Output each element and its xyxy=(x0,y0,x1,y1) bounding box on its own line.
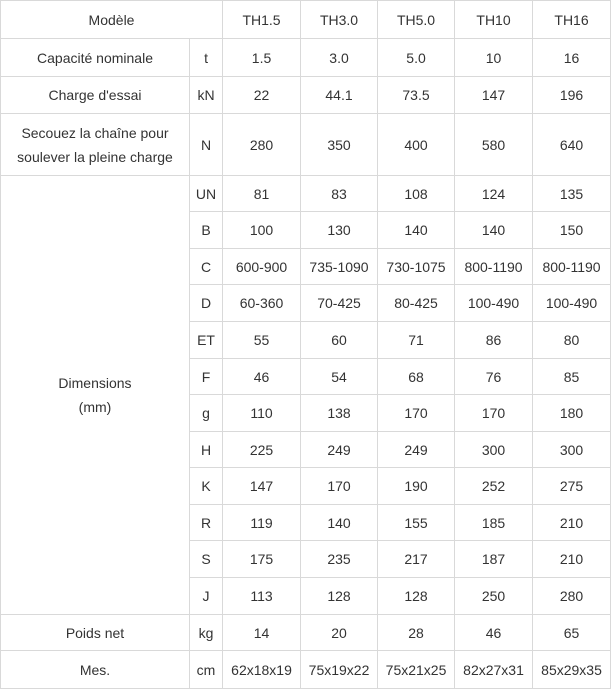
model-name: TH16 xyxy=(533,1,611,39)
dimension-key: g xyxy=(190,395,223,432)
model-name: TH1.5 xyxy=(223,1,301,39)
table-cell: 185 xyxy=(455,505,533,541)
model-name: TH5.0 xyxy=(378,1,455,39)
table-cell: 730-1075 xyxy=(378,249,455,285)
table-cell: 76 xyxy=(455,359,533,395)
table-cell: 65 xyxy=(533,615,611,651)
capacity-row xyxy=(1,39,611,77)
table-cell: 300 xyxy=(455,432,533,468)
table-cell: 217 xyxy=(378,541,455,578)
table-cell: 75x19x22 xyxy=(301,651,378,689)
table-cell: 60 xyxy=(301,322,378,359)
table-cell: 350 xyxy=(301,114,378,176)
table-cell: 249 xyxy=(301,432,378,468)
table-cell: 300 xyxy=(533,432,611,468)
table-cell: 225 xyxy=(223,432,301,468)
model-name: TH10 xyxy=(455,1,533,39)
table-cell: 170 xyxy=(301,468,378,505)
table-cell: 128 xyxy=(378,578,455,615)
table-cell: 10 xyxy=(455,39,533,77)
dimension-key: D xyxy=(190,285,223,322)
table-cell: 800-1190 xyxy=(533,249,611,285)
dimensions-label-line2: (mm) xyxy=(78,399,112,415)
table-cell: 180 xyxy=(533,395,611,432)
table-cell: 68 xyxy=(378,359,455,395)
table-cell: 1.5 xyxy=(223,39,301,77)
table-cell: 3.0 xyxy=(301,39,378,77)
table-cell: 85 xyxy=(533,359,611,395)
dimension-key: B xyxy=(190,212,223,249)
table-cell: 80-425 xyxy=(378,285,455,322)
table-cell: 140 xyxy=(378,212,455,249)
table-cell: 140 xyxy=(301,505,378,541)
dimension-key: C xyxy=(190,249,223,285)
table-cell: 210 xyxy=(533,541,611,578)
table-cell: 119 xyxy=(223,505,301,541)
table-cell: 100 xyxy=(223,212,301,249)
chain-pull-row xyxy=(1,114,611,176)
table-cell: 113 xyxy=(223,578,301,615)
table-cell: 640 xyxy=(533,114,611,176)
table-cell: 54 xyxy=(301,359,378,395)
test-load-label: Charge d'essai xyxy=(1,77,190,114)
table-cell: 100-490 xyxy=(533,285,611,322)
chain-pull-unit: N xyxy=(190,114,223,176)
dimension-key: J xyxy=(190,578,223,615)
measures-row xyxy=(1,651,611,689)
dimension-key: UN xyxy=(190,176,223,212)
table-cell: 110 xyxy=(223,395,301,432)
table-cell: 83 xyxy=(301,176,378,212)
dimension-key: H xyxy=(190,432,223,468)
table-cell: 16 xyxy=(533,39,611,77)
table-cell: 124 xyxy=(455,176,533,212)
table-cell: 170 xyxy=(455,395,533,432)
dimension-key: F xyxy=(190,359,223,395)
table-cell: 60-360 xyxy=(223,285,301,322)
table-cell: 580 xyxy=(455,114,533,176)
table-cell: 210 xyxy=(533,505,611,541)
chain-pull-label-line1: Secouez la chaîne pour xyxy=(21,124,169,141)
table-cell: 280 xyxy=(223,114,301,176)
table-cell: 44.1 xyxy=(301,77,378,114)
dimension-key: K xyxy=(190,468,223,505)
table-cell: 5.0 xyxy=(378,39,455,77)
dimensions-label-line1: Dimensions xyxy=(58,375,132,391)
table-cell: 80 xyxy=(533,322,611,359)
model-header-label: Modèle xyxy=(1,1,223,39)
dimension-row xyxy=(1,176,611,212)
net-weight-label: Poids net xyxy=(1,615,190,651)
model-name: TH3.0 xyxy=(301,1,378,39)
dimensions-label xyxy=(1,176,190,615)
table-cell: 128 xyxy=(301,578,378,615)
dimension-key: ET xyxy=(190,322,223,359)
table-cell: 600-900 xyxy=(223,249,301,285)
chain-pull-label-line2: soulever la pleine charge xyxy=(17,148,173,165)
table-cell: 81 xyxy=(223,176,301,212)
table-cell: 280 xyxy=(533,578,611,615)
table-cell: 138 xyxy=(301,395,378,432)
dimension-key: S xyxy=(190,541,223,578)
table-cell: 100-490 xyxy=(455,285,533,322)
table-cell: 735-1090 xyxy=(301,249,378,285)
table-cell: 249 xyxy=(378,432,455,468)
table-cell: 147 xyxy=(455,77,533,114)
net-weight-row xyxy=(1,615,611,651)
table-cell: 170 xyxy=(378,395,455,432)
table-cell: 187 xyxy=(455,541,533,578)
table-cell: 275 xyxy=(533,468,611,505)
table-cell: 46 xyxy=(455,615,533,651)
table-cell: 14 xyxy=(223,615,301,651)
table-cell: 196 xyxy=(533,77,611,114)
measures-label: Mes. xyxy=(1,651,190,689)
measures-unit: cm xyxy=(190,651,223,689)
table-cell: 22 xyxy=(223,77,301,114)
table-cell: 75x21x25 xyxy=(378,651,455,689)
test-load-unit: kN xyxy=(190,77,223,114)
table-cell: 147 xyxy=(223,468,301,505)
table-cell: 135 xyxy=(533,176,611,212)
table-cell: 190 xyxy=(378,468,455,505)
net-weight-unit: kg xyxy=(190,615,223,651)
table-cell: 800-1190 xyxy=(455,249,533,285)
table-cell: 46 xyxy=(223,359,301,395)
table-cell: 28 xyxy=(378,615,455,651)
capacity-label: Capacité nominale xyxy=(1,39,190,77)
table-cell: 82x27x31 xyxy=(455,651,533,689)
table-cell: 108 xyxy=(378,176,455,212)
table-cell: 70-425 xyxy=(301,285,378,322)
table-cell: 71 xyxy=(378,322,455,359)
table-cell: 85x29x35 xyxy=(533,651,611,689)
table-cell: 73.5 xyxy=(378,77,455,114)
table-cell: 235 xyxy=(301,541,378,578)
dimension-key: R xyxy=(190,505,223,541)
test-load-row xyxy=(1,77,611,114)
table-cell: 150 xyxy=(533,212,611,249)
table-cell: 252 xyxy=(455,468,533,505)
table-cell: 400 xyxy=(378,114,455,176)
table-cell: 250 xyxy=(455,578,533,615)
table-cell: 140 xyxy=(455,212,533,249)
table-cell: 62x18x19 xyxy=(223,651,301,689)
table-cell: 86 xyxy=(455,322,533,359)
table-cell: 175 xyxy=(223,541,301,578)
capacity-unit: t xyxy=(190,39,223,77)
table-cell: 130 xyxy=(301,212,378,249)
table-cell: 155 xyxy=(378,505,455,541)
table-cell: 20 xyxy=(301,615,378,651)
header-row xyxy=(1,1,611,39)
chain-pull-label xyxy=(1,114,190,176)
table-cell: 55 xyxy=(223,322,301,359)
